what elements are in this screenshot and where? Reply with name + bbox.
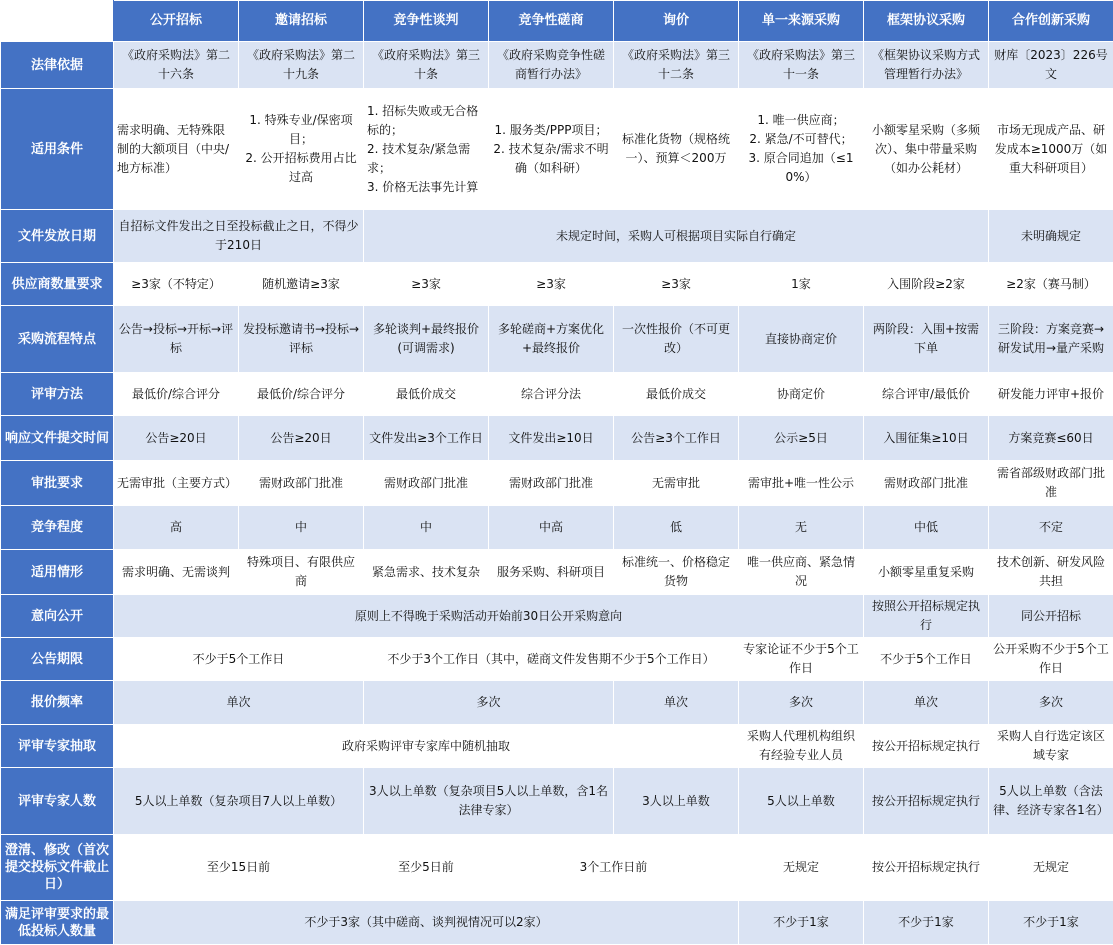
row-header: 竞争程度: [1, 506, 114, 550]
table-cell: 未明确规定: [989, 210, 1113, 263]
table-cell: 采购人自行选定该区域专家: [989, 725, 1113, 768]
table-cell: 不少于5个工作日: [114, 638, 364, 681]
column-header: 合作创新采购: [989, 1, 1113, 42]
table-cell: 5人以上单数（复杂项目7人以上单数）: [114, 768, 364, 835]
table-cell: 不少于5个工作日: [864, 638, 989, 681]
row-header: 法律依据: [1, 42, 114, 89]
row-header: 采购流程特点: [1, 306, 114, 373]
row-header: 评审专家人数: [1, 768, 114, 835]
table-cell: 多轮磋商+方案优化+最终报价: [489, 306, 614, 373]
table-row: [1, 638, 1113, 681]
table-cell: 需财政部门批准: [239, 461, 364, 506]
table-cell: 5人以上单数（含法律、经济专家各1名）: [989, 768, 1113, 835]
table-cell: 按公开招标规定执行: [864, 768, 989, 835]
table-cell: 无: [739, 506, 864, 550]
table-cell: ≥2家（赛马制）: [989, 263, 1113, 306]
row-header: 公告期限: [1, 638, 114, 681]
table-cell: 入围阶段≥2家: [864, 263, 989, 306]
table-cell: 高: [114, 506, 239, 550]
table-cell: 直接协商定价: [739, 306, 864, 373]
table-cell: 公示≥5日: [739, 416, 864, 461]
table-cell: 需财政部门批准: [364, 461, 489, 506]
table-cell: 1. 特殊专业/保密项目； 2. 公开招标费用占比过高: [239, 89, 364, 210]
table-cell: 研发能力评审+报价: [989, 373, 1113, 416]
column-header: 竞争性磋商: [489, 1, 614, 42]
table-cell: 公告≥20日: [239, 416, 364, 461]
table-cell: 至少5日前: [364, 835, 489, 901]
table-cell: 中: [239, 506, 364, 550]
row-header: 响应文件提交时间: [1, 416, 114, 461]
column-header: 邀请招标: [239, 1, 364, 42]
table-cell: 唯一供应商、紧急情况: [739, 550, 864, 595]
table-cell: 发投标邀请书→投标→评标: [239, 306, 364, 373]
table-cell: 《框架协议采购方式管理暂行办法》: [864, 42, 989, 89]
table-cell: 1. 服务类/PPP项目； 2. 技术复杂/需求不明确（如科研）: [489, 89, 614, 210]
table-cell: 不定: [989, 506, 1113, 550]
table-cell: 3个工作日前: [489, 835, 739, 901]
table-cell: 单次: [864, 681, 989, 725]
table-cell: 采购人代理机构组织有经验专业人员: [739, 725, 864, 768]
table-cell: 《政府采购法》第二十六条: [114, 42, 239, 89]
table-cell: 多次: [989, 681, 1113, 725]
table-cell: 紧急需求、技术复杂: [364, 550, 489, 595]
table-cell: 需求明确、无需谈判: [114, 550, 239, 595]
column-header: 公开招标: [114, 1, 239, 42]
table-cell: 标准统一、价格稳定货物: [614, 550, 739, 595]
table-cell: 需财政部门批准: [864, 461, 989, 506]
table-cell: 随机邀请≥3家: [239, 263, 364, 306]
row-header: 报价频率: [1, 681, 114, 725]
table-cell: ≥3家: [364, 263, 489, 306]
table-cell: 《政府采购法》第三十条: [364, 42, 489, 89]
table-row: [1, 373, 1113, 416]
table-cell: 公告→投标→开标→评标: [114, 306, 239, 373]
table-cell: 公告≥3个工作日: [614, 416, 739, 461]
column-header: 框架协议采购: [864, 1, 989, 42]
table-cell: 1. 招标失败或无合格标的； 2. 技术复杂/紧急需求； 3. 价格无法事先计算: [364, 89, 489, 210]
table-cell: 公告≥20日: [114, 416, 239, 461]
table-cell: 不少于3个工作日（其中，磋商文件发售期不少于5个工作日）: [364, 638, 739, 681]
table-cell: 按照公开招标规定执行: [864, 595, 989, 638]
table-cell: 服务采购、科研项目: [489, 550, 614, 595]
table-cell: 5人以上单数: [739, 768, 864, 835]
table-cell: 最低价/综合评分: [239, 373, 364, 416]
table-row: [1, 901, 1113, 945]
table-cell: 《政府采购法》第三十二条: [614, 42, 739, 89]
table-cell: 低: [614, 506, 739, 550]
table-cell: 最低价成交: [614, 373, 739, 416]
table-cell: 文件发出≥10日: [489, 416, 614, 461]
table-cell: 《政府采购法》第三十一条: [739, 42, 864, 89]
row-header: 意向公开: [1, 595, 114, 638]
table-cell: 不少于1家: [864, 901, 989, 945]
table-cell: 多次: [364, 681, 614, 725]
row-header: 适用情形: [1, 550, 114, 595]
table-cell: 方案竞赛≤60日: [989, 416, 1113, 461]
column-header: 询价: [614, 1, 739, 42]
table-cell: 需省部级财政部门批准: [989, 461, 1113, 506]
table-cell: 不少于1家: [989, 901, 1113, 945]
table-row: [1, 681, 1113, 725]
table-row: [1, 306, 1113, 373]
row-header: 澄清、修改（首次提交投标文件截止日）: [1, 835, 114, 901]
table-cell: 《政府采购竞争性磋商暂行办法》: [489, 42, 614, 89]
table-cell: ≥3家: [489, 263, 614, 306]
table-cell: 专家论证不少于5个工作日: [739, 638, 864, 681]
table-cell: 中: [364, 506, 489, 550]
table-cell: 小额零星重复采购: [864, 550, 989, 595]
table-cell: 需财政部门批准: [489, 461, 614, 506]
table-cell: 未规定时间，采购人可根据项目实际自行确定: [364, 210, 989, 263]
table-row: [1, 89, 1113, 210]
table-cell: 1家: [739, 263, 864, 306]
table-cell: 综合评审/最低价: [864, 373, 989, 416]
table-row: [1, 42, 1113, 89]
table-cell: 协商定价: [739, 373, 864, 416]
table-row: [1, 506, 1113, 550]
row-header: 审批要求: [1, 461, 114, 506]
table-cell: 多轮谈判+最终报价(可调需求): [364, 306, 489, 373]
table-cell: 公开采购不少于5个工作日: [989, 638, 1113, 681]
table-row: [1, 835, 1113, 901]
table-cell: 中高: [489, 506, 614, 550]
table-cell: 原则上不得晚于采购活动开始前30日公开采购意向: [114, 595, 864, 638]
table-cell: 不少于3家（其中磋商、谈判视情况可以2家）: [114, 901, 739, 945]
table-body: [1, 42, 1113, 945]
row-header: 评审专家抽取: [1, 725, 114, 768]
table-cell: 《政府采购法》第二十九条: [239, 42, 364, 89]
table-cell: 小额零星采购（多频次）、集中带量采购（如办公耗材）: [864, 89, 989, 210]
table-cell: 按公开招标规定执行: [864, 725, 989, 768]
table-cell: ≥3家（不特定）: [114, 263, 239, 306]
table-cell: 最低价/综合评分: [114, 373, 239, 416]
row-header: 评审方法: [1, 373, 114, 416]
table-row: [1, 768, 1113, 835]
table-cell: 文件发出≥3个工作日: [364, 416, 489, 461]
table-cell: 无规定: [989, 835, 1113, 901]
table-cell: ≥3家: [614, 263, 739, 306]
table-row: [1, 210, 1113, 263]
table-cell: 标准化货物（规格统一）、预算＜200万: [614, 89, 739, 210]
table-cell: 中低: [864, 506, 989, 550]
table-row: [1, 550, 1113, 595]
table-cell: 最低价成交: [364, 373, 489, 416]
table-cell: 同公开招标: [989, 595, 1113, 638]
table-cell: 市场无现成产品、研发成本≥1000万（如重大科研项目）: [989, 89, 1113, 210]
header-row: [1, 1, 1113, 42]
table-cell: 自招标文件发出之日至投标截止之日，不得少于210日: [114, 210, 364, 263]
table-row: [1, 595, 1113, 638]
table-row: [1, 263, 1113, 306]
table-row: [1, 416, 1113, 461]
table-cell: 财库〔2023〕226号文: [989, 42, 1113, 89]
table-cell: 三阶段：方案竞赛→研发试用→量产采购: [989, 306, 1113, 373]
row-header: 满足评审要求的最低投标人数量: [1, 901, 114, 945]
row-header: 适用条件: [1, 89, 114, 210]
table-row: [1, 725, 1113, 768]
corner-cell: [1, 1, 114, 42]
table-cell: 需求明确、无特殊限制的大额项目（中央/地方标准）: [114, 89, 239, 210]
table-cell: 至少15日前: [114, 835, 364, 901]
table-cell: 无规定: [739, 835, 864, 901]
table-cell: 1. 唯一供应商； 2. 紧急/不可替代； 3. 原合同追加（≤10%）: [739, 89, 864, 210]
row-header: 供应商数量要求: [1, 263, 114, 306]
table-cell: 无需审批（主要方式）: [114, 461, 239, 506]
table-cell: 一次性报价（不可更改）: [614, 306, 739, 373]
table-cell: 两阶段：入围+按需下单: [864, 306, 989, 373]
table-cell: 特殊项目、有限供应商: [239, 550, 364, 595]
table-cell: 综合评分法: [489, 373, 614, 416]
column-header: 单一来源采购: [739, 1, 864, 42]
table-cell: 单次: [614, 681, 739, 725]
table-cell: 3人以上单数（复杂项目5人以上单数，含1名法律专家）: [364, 768, 614, 835]
row-header: 文件发放日期: [1, 210, 114, 263]
table-cell: 需审批+唯一性公示: [739, 461, 864, 506]
table-cell: 3人以上单数: [614, 768, 739, 835]
table-cell: 按公开招标规定执行: [864, 835, 989, 901]
column-header: 竞争性谈判: [364, 1, 489, 42]
table-cell: 入围征集≥10日: [864, 416, 989, 461]
table-cell: 政府采购评审专家库中随机抽取: [114, 725, 739, 768]
table-cell: 技术创新、研发风险共担: [989, 550, 1113, 595]
table-row: [1, 461, 1113, 506]
table-cell: 不少于1家: [739, 901, 864, 945]
table-cell: 无需审批: [614, 461, 739, 506]
table-cell: 多次: [739, 681, 864, 725]
table-cell: 单次: [114, 681, 364, 725]
